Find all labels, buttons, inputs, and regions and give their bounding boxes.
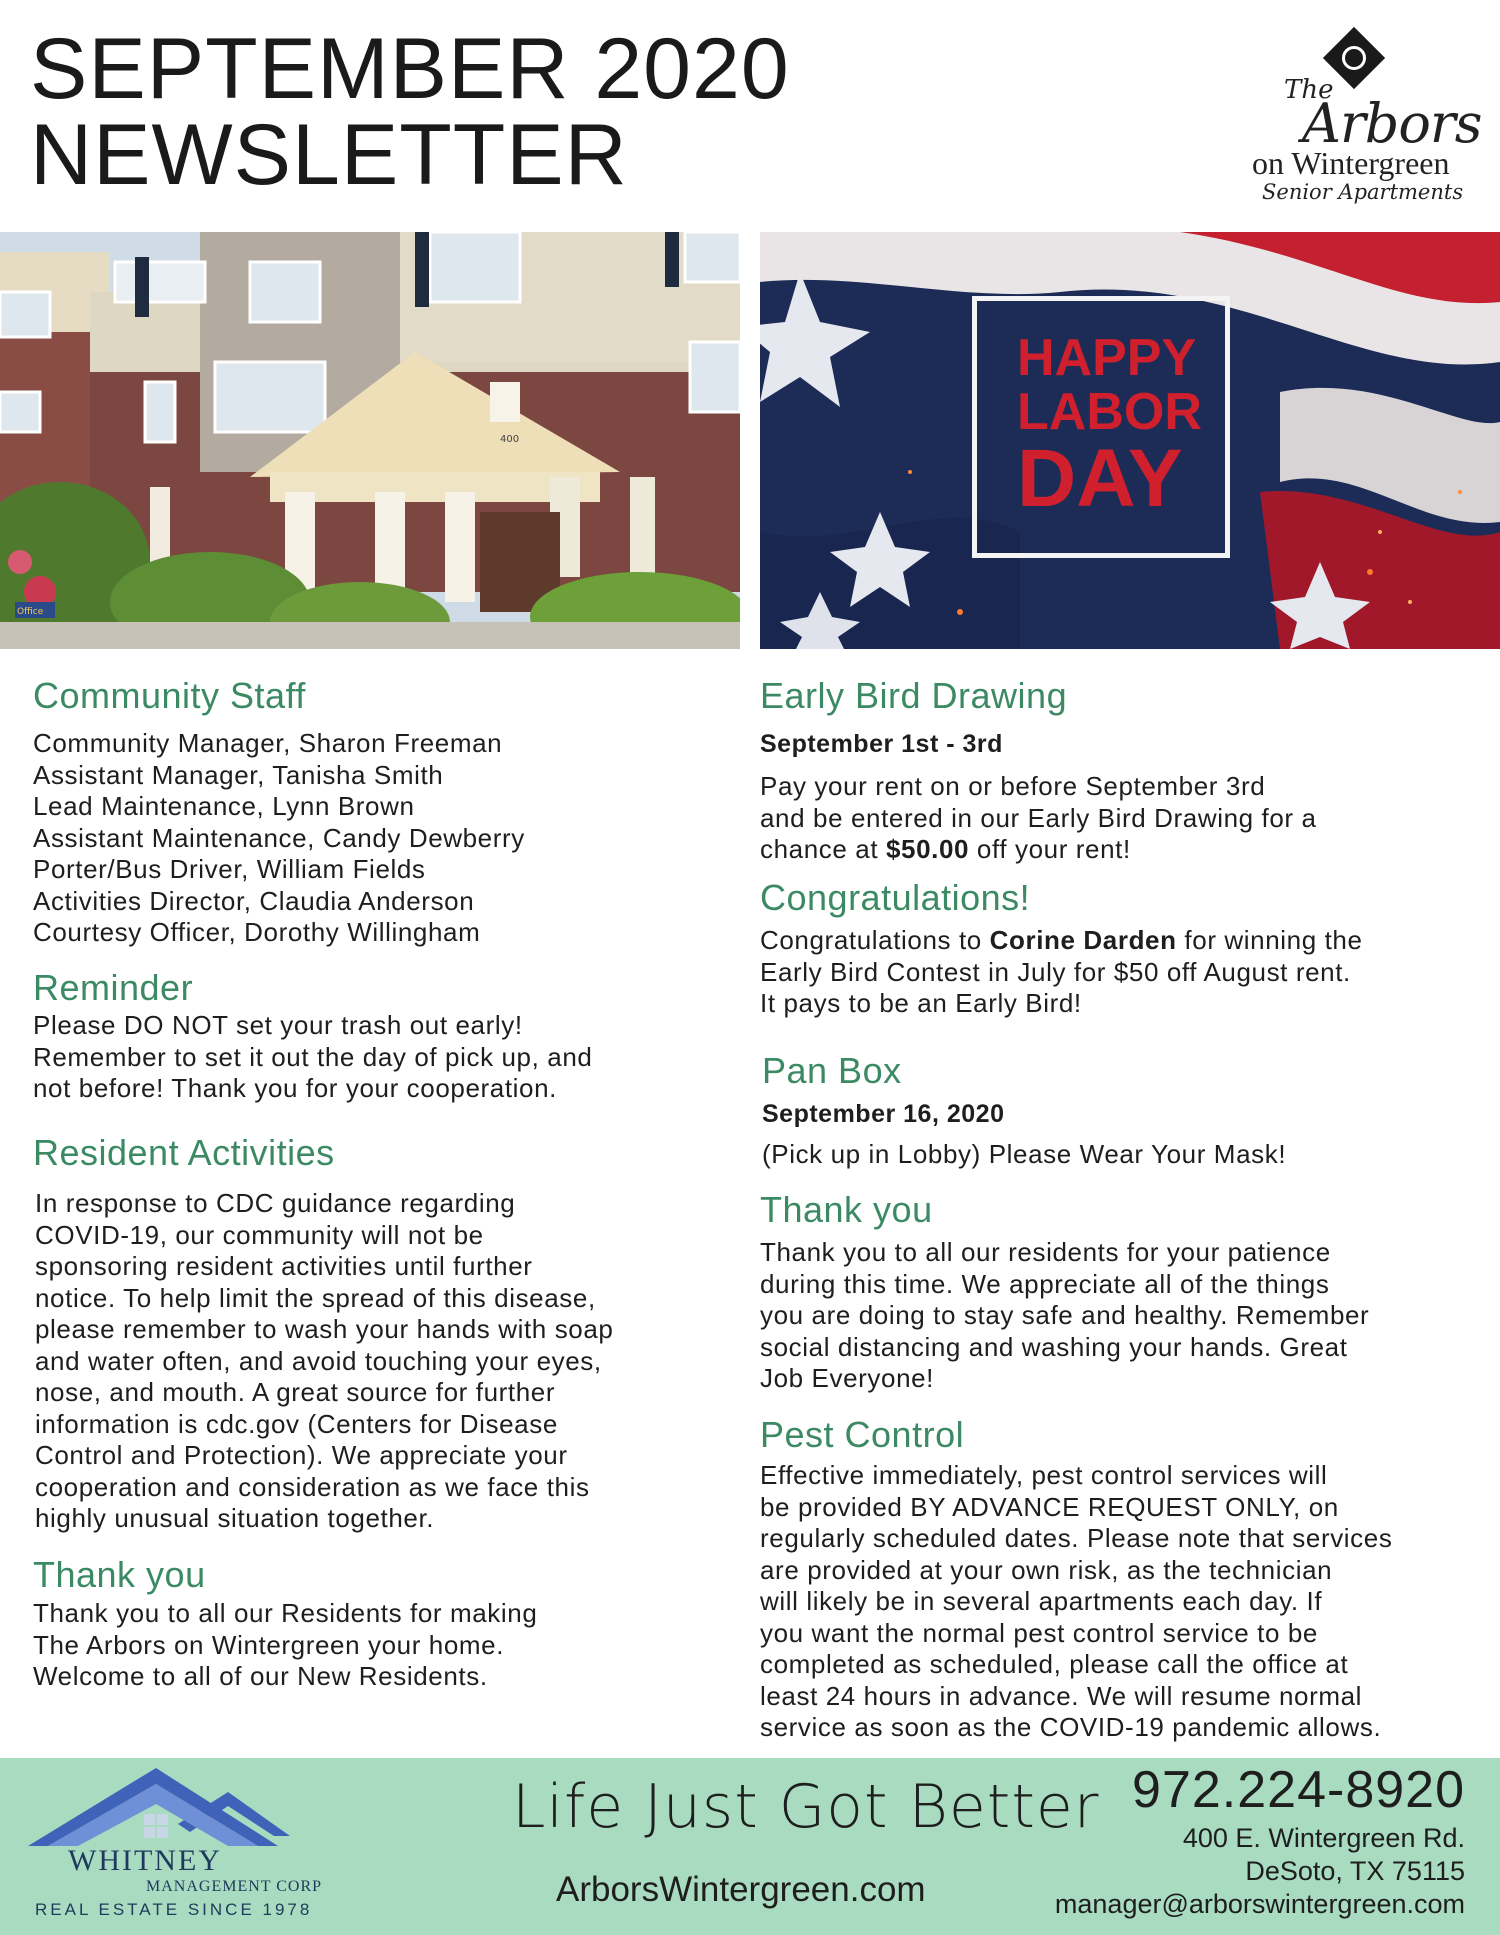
congrats-line	[760, 925, 1363, 957]
early-bird-dates: September 1st - 3rd	[760, 730, 1003, 758]
early-bird-text	[760, 771, 1317, 866]
thanks-residents-text	[33, 1598, 537, 1693]
arbors-logo	[1240, 30, 1480, 210]
congrats-heading: Congratulations!	[760, 877, 1031, 918]
company-name: WHITNEY	[68, 1844, 222, 1877]
congrats-pre: Congratulations to	[760, 925, 990, 955]
thanks-patience-line: Thank you to all our residents for your patience	[760, 1237, 1331, 1267]
office-sign: Office	[17, 607, 44, 617]
pan-box-heading: Pan Box	[762, 1050, 902, 1091]
early-bird-line: and be entered in our Early Bird Drawing for a	[760, 802, 1317, 833]
winner-name: Corine Darden	[989, 925, 1177, 955]
newsletter-title	[30, 21, 790, 203]
pest-line: be provided BY ADVANCE REQUEST ONLY, on	[760, 1491, 1339, 1522]
thanks-patience-line: you are doing to stay safe and healthy. Remember	[760, 1300, 1370, 1330]
activities-line: highly unusual situation together.	[35, 1503, 435, 1533]
building-photo	[0, 232, 740, 649]
address-line-2: DeSoto, TX 75115	[1245, 1856, 1465, 1886]
tagline: Life Just Got Better	[512, 1772, 1100, 1842]
thanks-residents-heading: Thank you	[33, 1554, 206, 1595]
early-bird-line	[760, 834, 1317, 866]
congrats-post: for winning the	[1176, 925, 1363, 955]
early-bird-post: off your rent!	[969, 834, 1131, 864]
pest-line: completed as scheduled, please call the office at	[760, 1649, 1349, 1679]
title-line-2: NEWSLETTER	[30, 107, 628, 203]
labor-line-3: DAY	[1017, 433, 1183, 524]
thanks-patience-heading: Thank you	[760, 1189, 933, 1230]
labor-day-frame	[972, 296, 1230, 558]
company-since: REAL ESTATE SINCE 1978	[35, 1900, 313, 1919]
pest-line: least 24 hours in advance. We will resume normal	[760, 1680, 1363, 1711]
pan-box-date: September 16, 2020	[762, 1100, 1005, 1128]
thanks-line: The Arbors on Wintergreen your home.	[33, 1629, 505, 1660]
congrats-line: Early Bird Contest in July for $50 off August rent.	[760, 956, 1351, 987]
early-bird-line: Pay your rent on or before September 3rd	[760, 771, 1266, 801]
reminder-line: Please DO NOT set your trash out early!	[33, 1010, 523, 1040]
staff-line: Porter/Bus Driver, William Fields	[33, 854, 426, 884]
pest-line: are provided at your own risk, as the technician	[760, 1554, 1333, 1585]
early-bird-heading: Early Bird Drawing	[760, 675, 1068, 716]
staff-line: Assistant Maintenance, Candy Dewberry	[33, 822, 525, 853]
labor-day-image	[760, 232, 1500, 649]
reminder-heading: Reminder	[33, 967, 194, 1008]
activities-line: and water often, and avoid touching your eyes,	[35, 1345, 602, 1376]
logo-the: The	[1284, 75, 1334, 105]
pan-box-note: (Pick up in Lobby) Please Wear Your Mask!	[762, 1139, 1287, 1169]
thanks-patience-line: during this time. We appreciate all of the things	[760, 1268, 1330, 1299]
contact-address	[1055, 1822, 1465, 1921]
activities-line: COVID-19, our community will not be	[35, 1219, 484, 1250]
early-bird-amount: $50.00	[885, 834, 970, 864]
staff-line: Lead Maintenance, Lynn Brown	[33, 791, 415, 821]
congrats-text	[760, 925, 1363, 1020]
early-bird-pre: chance at	[760, 834, 886, 864]
activities-line: nose, and mouth. A great source for further	[35, 1377, 556, 1407]
activities-line: notice. To help limit the spread of this disease,	[35, 1282, 596, 1313]
logo-arbors: Arbors	[1302, 92, 1482, 155]
thanks-patience-line: Job Everyone!	[760, 1363, 935, 1393]
activities-line: information is cdc.gov (Centers for Disease	[35, 1408, 558, 1439]
email-link[interactable]: manager@arborswintergreen.com	[1054, 1889, 1465, 1919]
activities-text	[35, 1188, 613, 1535]
staff-heading: Community Staff	[33, 675, 306, 716]
pest-line: Effective immediately, pest control services will	[760, 1460, 1328, 1490]
staff-line: Courtesy Officer, Dorothy Willingham	[33, 917, 481, 947]
logo-senior-apartments: Senior Apartments	[1262, 180, 1464, 204]
staff-line: Activities Director, Claudia Anderson	[33, 885, 475, 916]
reminder-text	[33, 1010, 592, 1105]
reminder-line: not before! Thank you for your cooperation.	[33, 1073, 557, 1103]
pest-line: you want the normal pest control service to be	[760, 1617, 1318, 1648]
thanks-patience-line: social distancing and washing your hands. Great	[760, 1331, 1348, 1362]
logo-on-wintergreen: on Wintergreen	[1252, 145, 1450, 181]
pest-control-heading: Pest Control	[760, 1414, 965, 1455]
labor-day-text	[1017, 329, 1202, 524]
phone-number[interactable]: 972.224-8920	[1132, 1761, 1465, 1819]
pest-control-text	[760, 1460, 1392, 1744]
activities-line: cooperation and consideration as we face this	[35, 1471, 590, 1502]
activities-heading: Resident Activities	[33, 1132, 335, 1173]
activities-line: Control and Protection). We appreciate your	[35, 1440, 568, 1470]
staff-line: Assistant Manager, Tanisha Smith	[33, 759, 444, 790]
labor-line-2: LABOR	[1017, 383, 1202, 441]
pest-line: regularly scheduled dates. Please note that services	[760, 1523, 1393, 1553]
thanks-line: Thank you to all our Residents for making	[33, 1598, 538, 1628]
thanks-patience-text	[760, 1237, 1369, 1395]
website-link[interactable]: ArborsWintergreen.com	[556, 1870, 926, 1909]
building-illustration	[0, 232, 740, 649]
pest-line: service as soon as the COVID-19 pandemic allows.	[760, 1712, 1382, 1742]
address-line-1: 400 E. Wintergreen Rd.	[1182, 1823, 1465, 1853]
pest-line: will likely be in several apartments each day. If	[760, 1586, 1323, 1616]
activities-line: sponsoring resident activities until further	[35, 1251, 533, 1281]
building-number: 400	[500, 434, 520, 445]
reminder-line: Remember to set it out the day of pick up, and	[33, 1041, 593, 1072]
activities-line: please remember to wash your hands with soap	[35, 1314, 614, 1344]
thanks-line: Welcome to all of our New Residents.	[33, 1661, 488, 1691]
labor-line-1: HAPPY	[1017, 329, 1197, 387]
staff-list	[33, 728, 525, 949]
title-line-1: SEPTEMBER 2020	[30, 21, 790, 117]
activities-line: In response to CDC guidance regarding	[35, 1188, 516, 1218]
congrats-line: It pays to be an Early Bird!	[760, 988, 1082, 1018]
staff-line: Community Manager, Sharon Freeman	[33, 728, 503, 758]
company-sub: MANAGEMENT CORP	[146, 1878, 323, 1895]
